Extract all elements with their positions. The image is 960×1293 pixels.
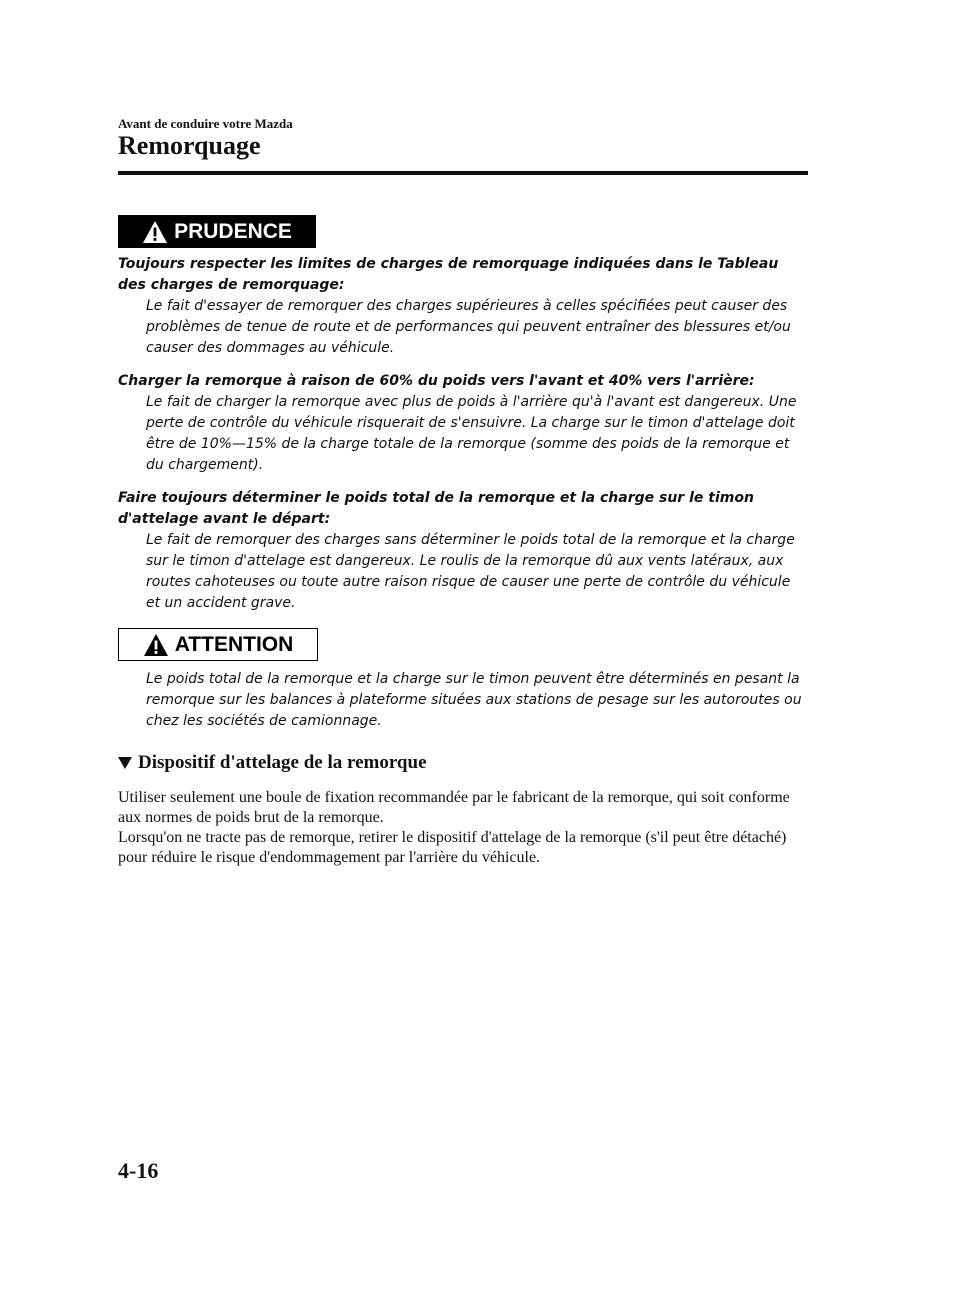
prudence-item-head: Faire toujours déterminer le poids total de la remorque et la charge sur le timon d'attelage avant le départ:	[118, 490, 754, 527]
attention-text: Le poids total de la remorque et la charge sur le timon peuvent être déterminés en pesant la remorque sur les balances à plateforme situées aux stations de pesage sur les autoroutes ou chez les sociétés de camionnage.	[146, 671, 802, 729]
body-paragraph: Utiliser seulement une boule de fixation recommandée par le fabricant de la remorque, qui soit conforme aux normes de poids brut de la remorque.	[118, 789, 790, 826]
attention-label: ATTENTION	[174, 632, 294, 656]
prudence-item-head: Toujours respecter les limites de charges de remorquage indiquées dans le Tableau des charges de remorquage:	[118, 256, 779, 293]
section-heading	[118, 752, 427, 774]
prudence-item-body: Le fait d'essayer de remorquer des charges supérieures à celles spécifiées peut causer des problèmes de tenue de route et de performances qui peuvent entraîner des blessures et/ou causer des dommages au véhicule.	[146, 298, 791, 356]
prudence-item	[118, 254, 808, 359]
section-body	[118, 788, 808, 868]
prudence-label: PRUDENCE	[174, 219, 292, 243]
warning-icon	[142, 220, 168, 244]
page-title: Remorquage	[118, 131, 261, 160]
prudence-item-body: Le fait de remorquer des charges sans déterminer le poids total de la remorque et la charge sur le timon d'attelage est dangereux. Le roulis de la remorque dû aux vents latéraux, aux routes cahoteuses ou toute autre raison risque de causer une perte de contrôle du véhicule et un accident grave.	[146, 532, 795, 611]
prudence-item	[118, 488, 808, 614]
section-heading-text: Dispositif d'attelage de la remorque	[138, 752, 427, 773]
header-divider	[118, 171, 808, 175]
warning-icon	[143, 633, 169, 657]
page-number: 4-16	[118, 1158, 159, 1183]
prudence-badge	[118, 215, 316, 248]
prudence-item	[118, 371, 808, 476]
prudence-item-head: Charger la remorque à raison de 60% du poids vers l'avant et 40% vers l'arrière:	[118, 373, 755, 389]
chapter-label: Avant de conduire votre Mazda	[118, 116, 293, 131]
body-paragraph: Lorsqu'on ne tracte pas de remorque, retirer le dispositif d'attelage de la remorque (s'il peut être détaché) pour réduire le risque d'endommagement par l'arrière du véhicule.	[118, 829, 787, 866]
prudence-notes	[118, 254, 808, 626]
triangle-down-icon	[118, 757, 132, 769]
prudence-item-body: Le fait de charger la remorque avec plus de poids à l'arrière qu'à l'avant est dangereux. Une perte de contrôle du véhicule risquerait de s'ensuivre. La charge sur le timon d'attelage doit être de 10%—15% de la charge totale de la remorque (somme des poids de la remorque et du chargement).	[146, 394, 797, 473]
attention-badge	[118, 628, 318, 661]
